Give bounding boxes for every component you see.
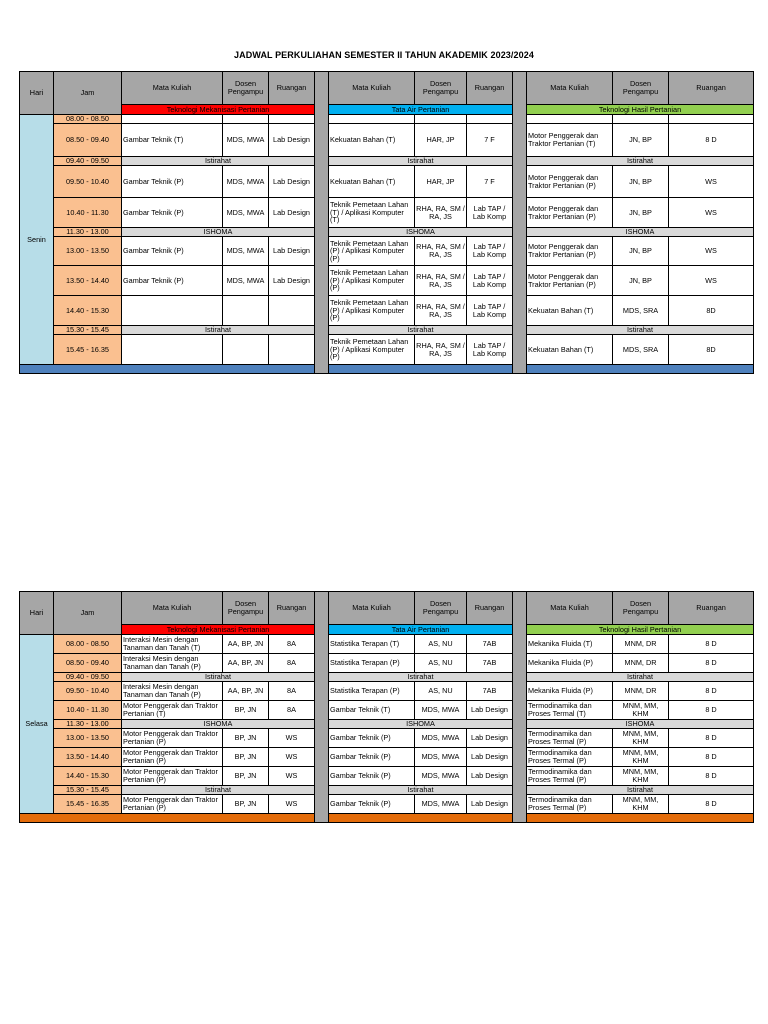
- time-slot: 14.40 - 15.30: [54, 296, 122, 326]
- course-name: Gambar Teknik (T): [329, 701, 415, 720]
- header-row: [20, 72, 754, 105]
- header-ruangan: Ruangan: [467, 72, 513, 105]
- header-dosen: Dosen Pengampu: [415, 592, 467, 625]
- room: Lab TAP / Lab Komp: [467, 266, 513, 296]
- header-hari: Hari: [20, 72, 54, 115]
- lecturer: [223, 115, 269, 124]
- lecturer: MNM, MM, KHM: [613, 701, 669, 720]
- time-slot: 15.45 - 16.35: [54, 795, 122, 814]
- time-slot: 08.00 - 08.50: [54, 635, 122, 654]
- lecturer: BP, JN: [223, 795, 269, 814]
- program-label: Teknologi Mekanisasi Pertanian: [122, 105, 315, 115]
- course-name: Termodinamika dan Proses Termal (P): [527, 748, 613, 767]
- break-label: Istirahat: [527, 326, 754, 335]
- course-name: Teknik Pemetaan Lahan (P) / Aplikasi Komputer (P): [329, 296, 415, 326]
- break-label: Istirahat: [527, 157, 754, 166]
- lecturer: AS, NU: [415, 682, 467, 701]
- lecturer: MNM, MM, KHM: [613, 767, 669, 786]
- lecturer: BP, JN: [223, 748, 269, 767]
- break-label: Istirahat: [329, 673, 513, 682]
- room: 8 D: [669, 635, 754, 654]
- time-slot: 10.40 - 11.30: [54, 701, 122, 720]
- course-name: Gambar Teknik (P): [329, 795, 415, 814]
- time-slot: 08.50 - 09.40: [54, 654, 122, 673]
- time-slot: 15.30 - 15.45: [54, 786, 122, 795]
- room: Lab Design: [269, 166, 315, 198]
- program-label: Teknologi Hasil Pertanian: [527, 625, 754, 635]
- course-name: Statistika Terapan (P): [329, 654, 415, 673]
- course-name: Motor Penggerak dan Traktor Pertanian (P): [527, 198, 613, 228]
- bottom-strip: [20, 365, 754, 374]
- room: Lab TAP / Lab Komp: [467, 198, 513, 228]
- strip-segment: [527, 365, 754, 374]
- time-slot-row: [20, 335, 754, 365]
- time-slot: 11.30 - 13.00: [54, 228, 122, 237]
- break-label: Istirahat: [122, 157, 315, 166]
- course-name: Interaksi Mesin dengan Tanaman dan Tanah (P): [122, 682, 223, 701]
- lecturer: JN, BP: [613, 198, 669, 228]
- course-name: Motor Penggerak dan Traktor Pertanian (P): [122, 767, 223, 786]
- header-jam: Jam: [54, 72, 122, 115]
- header-mata-kuliah: Mata Kuliah: [122, 72, 223, 105]
- course-name: Teknik Pemetaan Lahan (T) / Aplikasi Komputer (T): [329, 198, 415, 228]
- course-name: Gambar Teknik (P): [122, 198, 223, 228]
- spacer-column: [513, 592, 527, 823]
- program-label: Tata Air Pertanian: [329, 105, 513, 115]
- header-mata-kuliah: Mata Kuliah: [329, 592, 415, 625]
- course-name: [122, 335, 223, 365]
- course-name: Motor Penggerak dan Traktor Pertanian (P): [122, 748, 223, 767]
- break-label: Istirahat: [329, 157, 513, 166]
- header-hari: Hari: [20, 592, 54, 635]
- lecturer: AA, BP, JN: [223, 654, 269, 673]
- break-label: Istirahat: [527, 786, 754, 795]
- course-name: Motor Penggerak dan Traktor Pertanian (P): [527, 266, 613, 296]
- room: 8A: [269, 635, 315, 654]
- page-title: JADWAL PERKULIAHAN SEMESTER II TAHUN AKADEMIK 2023/2024: [234, 50, 534, 60]
- header-ruangan: Ruangan: [269, 592, 315, 625]
- header-ruangan: Ruangan: [269, 72, 315, 105]
- room: Lab Design: [269, 198, 315, 228]
- room: [269, 296, 315, 326]
- course-name: Kekuatan Bahan (T): [329, 166, 415, 198]
- lecturer: AA, BP, JN: [223, 682, 269, 701]
- lecturer: HAR, JP: [415, 166, 467, 198]
- time-slot: 08.50 - 09.40: [54, 124, 122, 157]
- course-name: Motor Penggerak dan Traktor Pertanian (P): [527, 166, 613, 198]
- day-name: Senin: [20, 115, 54, 365]
- program-label: Tata Air Pertanian: [329, 625, 513, 635]
- room: WS: [669, 237, 754, 266]
- course-name: Motor Penggerak dan Traktor Pertanian (P): [527, 237, 613, 266]
- break-label: ISHOMA: [122, 720, 315, 729]
- lecturer: [415, 115, 467, 124]
- time-slot-row: [20, 296, 754, 326]
- lecturer: [223, 335, 269, 365]
- course-name: Termodinamika dan Proses Termal (T): [527, 701, 613, 720]
- room: 8 D: [669, 654, 754, 673]
- course-name: Gambar Teknik (P): [329, 729, 415, 748]
- course-name: Gambar Teknik (P): [329, 767, 415, 786]
- time-slot-row: [20, 115, 754, 124]
- course-name: Interaksi Mesin dengan Tanaman dan Tanah (P): [122, 654, 223, 673]
- course-name: Teknik Pemetaan Lahan (P) / Aplikasi Komputer (P): [329, 335, 415, 365]
- time-slot: 13.50 - 14.40: [54, 748, 122, 767]
- room: 8A: [269, 654, 315, 673]
- time-slot-row: [20, 157, 754, 166]
- break-label: Istirahat: [527, 673, 754, 682]
- lecturer: MDS, MWA: [223, 237, 269, 266]
- course-name: [527, 115, 613, 124]
- room: Lab Design: [467, 767, 513, 786]
- room: Lab Design: [269, 237, 315, 266]
- break-label: ISHOMA: [329, 720, 513, 729]
- lecturer: RHA, RA, SM / RA, JS: [415, 266, 467, 296]
- room: 8A: [269, 701, 315, 720]
- lecturer: AA, BP, JN: [223, 635, 269, 654]
- lecturer: RHA, RA, SM / RA, JS: [415, 198, 467, 228]
- course-name: Motor Penggerak dan Traktor Pertanian (T): [122, 701, 223, 720]
- break-label: ISHOMA: [122, 228, 315, 237]
- room: [669, 115, 754, 124]
- lecturer: MNM, MM, KHM: [613, 729, 669, 748]
- header-jam: Jam: [54, 592, 122, 635]
- time-slot-row: [20, 786, 754, 795]
- program-label: Teknologi Mekanisasi Pertanian: [122, 625, 315, 635]
- break-label: Istirahat: [122, 786, 315, 795]
- room: [467, 115, 513, 124]
- header-dosen: Dosen Pengampu: [613, 72, 669, 105]
- course-name: Gambar Teknik (P): [122, 237, 223, 266]
- lecturer: MNM, DR: [613, 635, 669, 654]
- course-name: Teknik Pemetaan Lahan (P) / Aplikasi Komputer (P): [329, 237, 415, 266]
- course-name: Mekanika Fluida (P): [527, 654, 613, 673]
- lecturer: MDS, MWA: [415, 795, 467, 814]
- room: WS: [269, 767, 315, 786]
- course-name: Motor Penggerak dan Traktor Pertanian (T): [527, 124, 613, 157]
- strip-segment: [527, 814, 754, 823]
- header-dosen: Dosen Pengampu: [223, 72, 269, 105]
- spacer-column: [513, 72, 527, 374]
- header-dosen: Dosen Pengampu: [613, 592, 669, 625]
- lecturer: JN, BP: [613, 266, 669, 296]
- header-dosen: Dosen Pengampu: [415, 72, 467, 105]
- header-dosen: Dosen Pengampu: [223, 592, 269, 625]
- course-name: Kekuatan Bahan (T): [527, 296, 613, 326]
- lecturer: [613, 115, 669, 124]
- program-row: [20, 625, 754, 635]
- lecturer: MDS, SRA: [613, 335, 669, 365]
- lecturer: MDS, MWA: [415, 729, 467, 748]
- time-slot-row: [20, 673, 754, 682]
- lecturer: BP, JN: [223, 729, 269, 748]
- header-mata-kuliah: Mata Kuliah: [122, 592, 223, 625]
- lecturer: BP, JN: [223, 767, 269, 786]
- room: 7 F: [467, 124, 513, 157]
- course-name: Gambar Teknik (P): [122, 266, 223, 296]
- room: 8 D: [669, 701, 754, 720]
- room: Lab Design: [269, 124, 315, 157]
- lecturer: MNM, DR: [613, 682, 669, 701]
- time-slot-row: [20, 198, 754, 228]
- room: Lab Design: [467, 748, 513, 767]
- lecturer: MNM, MM, KHM: [613, 748, 669, 767]
- lecturer: JN, BP: [613, 237, 669, 266]
- header-mata-kuliah: Mata Kuliah: [527, 592, 613, 625]
- time-slot: 09.40 - 09.50: [54, 157, 122, 166]
- lecturer: MDS, MWA: [223, 198, 269, 228]
- course-name: Kekuatan Bahan (T): [527, 335, 613, 365]
- time-slot-row: [20, 266, 754, 296]
- course-name: Interaksi Mesin dengan Tanaman dan Tanah (T): [122, 635, 223, 654]
- room: WS: [669, 266, 754, 296]
- room: WS: [269, 748, 315, 767]
- break-label: Istirahat: [329, 326, 513, 335]
- room: 7AB: [467, 635, 513, 654]
- time-slot-row: [20, 654, 754, 673]
- room: Lab Design: [269, 266, 315, 296]
- schedule-table-selasa: [19, 591, 753, 823]
- course-name: Statistika Terapan (T): [329, 635, 415, 654]
- program-row: [20, 105, 754, 115]
- course-name: Teknik Pemetaan Lahan (P) / Aplikasi Komputer (P): [329, 266, 415, 296]
- lecturer: BP, JN: [223, 701, 269, 720]
- header-row: [20, 592, 754, 625]
- spacer-column: [315, 592, 329, 823]
- time-slot: 11.30 - 13.00: [54, 720, 122, 729]
- room: 8D: [669, 296, 754, 326]
- time-slot: 13.50 - 14.40: [54, 266, 122, 296]
- lecturer: MNM, DR: [613, 654, 669, 673]
- lecturer: MNM, MM, KHM: [613, 795, 669, 814]
- strip-segment: [20, 365, 315, 374]
- course-name: [122, 115, 223, 124]
- time-slot-row: [20, 237, 754, 266]
- time-slot-row: [20, 682, 754, 701]
- time-slot: 09.50 - 10.40: [54, 682, 122, 701]
- time-slot: 13.00 - 13.50: [54, 729, 122, 748]
- room: Lab TAP / Lab Komp: [467, 296, 513, 326]
- course-name: Kekuatan Bahan (T): [329, 124, 415, 157]
- lecturer: RHA, RA, SM / RA, JS: [415, 237, 467, 266]
- time-slot: 10.40 - 11.30: [54, 198, 122, 228]
- header-ruangan: Ruangan: [669, 592, 754, 625]
- time-slot-row: [20, 729, 754, 748]
- break-label: ISHOMA: [329, 228, 513, 237]
- room: Lab TAP / Lab Komp: [467, 335, 513, 365]
- break-label: Istirahat: [122, 673, 315, 682]
- room: [269, 335, 315, 365]
- course-name: Termodinamika dan Proses Termal (P): [527, 795, 613, 814]
- time-slot-row: [20, 767, 754, 786]
- lecturer: MDS, MWA: [223, 124, 269, 157]
- break-label: ISHOMA: [527, 228, 754, 237]
- lecturer: MDS, SRA: [613, 296, 669, 326]
- room: Lab Design: [467, 729, 513, 748]
- schedule-table-senin: [19, 71, 753, 374]
- program-label: Teknologi Hasil Pertanian: [527, 105, 754, 115]
- course-name: Mekanika Fluida (T): [527, 635, 613, 654]
- room: Lab TAP / Lab Komp: [467, 237, 513, 266]
- course-name: Motor Penggerak dan Traktor Pertanian (P): [122, 795, 223, 814]
- lecturer: MDS, MWA: [223, 166, 269, 198]
- spacer-column: [315, 72, 329, 374]
- time-slot-row: [20, 795, 754, 814]
- lecturer: HAR, JP: [415, 124, 467, 157]
- room: 8 D: [669, 124, 754, 157]
- time-slot: 13.00 - 13.50: [54, 237, 122, 266]
- break-label: ISHOMA: [527, 720, 754, 729]
- header-mata-kuliah: Mata Kuliah: [527, 72, 613, 105]
- strip-segment: [329, 365, 513, 374]
- room: 8 D: [669, 795, 754, 814]
- room: WS: [669, 166, 754, 198]
- room: 8D: [669, 335, 754, 365]
- room: WS: [269, 729, 315, 748]
- day-name: Selasa: [20, 635, 54, 814]
- room: 7AB: [467, 654, 513, 673]
- time-slot: 15.30 - 15.45: [54, 326, 122, 335]
- lecturer: MDS, MWA: [415, 767, 467, 786]
- time-slot-row: [20, 166, 754, 198]
- lecturer: MDS, MWA: [223, 266, 269, 296]
- course-name: Termodinamika dan Proses Termal (P): [527, 729, 613, 748]
- room: Lab Design: [467, 795, 513, 814]
- room: 7AB: [467, 682, 513, 701]
- time-slot-row: [20, 720, 754, 729]
- lecturer: MDS, MWA: [415, 748, 467, 767]
- room: 8A: [269, 682, 315, 701]
- header-ruangan: Ruangan: [669, 72, 754, 105]
- header-mata-kuliah: Mata Kuliah: [329, 72, 415, 105]
- lecturer: AS, NU: [415, 654, 467, 673]
- lecturer: MDS, MWA: [415, 701, 467, 720]
- time-slot: 08.00 - 08.50: [54, 115, 122, 124]
- room: 7 F: [467, 166, 513, 198]
- time-slot-row: [20, 635, 754, 654]
- time-slot-row: [20, 326, 754, 335]
- time-slot: 15.45 - 16.35: [54, 335, 122, 365]
- course-name: [329, 115, 415, 124]
- room: WS: [269, 795, 315, 814]
- schedule-grid: [19, 591, 754, 823]
- course-name: Gambar Teknik (P): [122, 166, 223, 198]
- time-slot: 09.50 - 10.40: [54, 166, 122, 198]
- course-name: Statistika Terapan (P): [329, 682, 415, 701]
- course-name: [122, 296, 223, 326]
- room: Lab Design: [467, 701, 513, 720]
- bottom-strip: [20, 814, 754, 823]
- room: 8 D: [669, 729, 754, 748]
- course-name: Motor Penggerak dan Traktor Pertanian (P): [122, 729, 223, 748]
- course-name: Termodinamika dan Proses Termal (P): [527, 767, 613, 786]
- room: [269, 115, 315, 124]
- time-slot-row: [20, 701, 754, 720]
- lecturer: RHA, RA, SM / RA, JS: [415, 335, 467, 365]
- lecturer: AS, NU: [415, 635, 467, 654]
- room: 8 D: [669, 748, 754, 767]
- course-name: Gambar Teknik (T): [122, 124, 223, 157]
- lecturer: JN, BP: [613, 124, 669, 157]
- strip-segment: [329, 814, 513, 823]
- lecturer: [223, 296, 269, 326]
- header-ruangan: Ruangan: [467, 592, 513, 625]
- lecturer: JN, BP: [613, 166, 669, 198]
- room: WS: [669, 198, 754, 228]
- break-label: Istirahat: [329, 786, 513, 795]
- time-slot: 09.40 - 09.50: [54, 673, 122, 682]
- break-label: Istirahat: [122, 326, 315, 335]
- time-slot-row: [20, 748, 754, 767]
- room: 8 D: [669, 767, 754, 786]
- course-name: Mekanika Fluida (P): [527, 682, 613, 701]
- course-name: Gambar Teknik (P): [329, 748, 415, 767]
- time-slot-row: [20, 228, 754, 237]
- strip-segment: [20, 814, 315, 823]
- time-slot: 14.40 - 15.30: [54, 767, 122, 786]
- lecturer: RHA, RA, SM / RA, JS: [415, 296, 467, 326]
- time-slot-row: [20, 124, 754, 157]
- room: 8 D: [669, 682, 754, 701]
- schedule-grid: [19, 71, 754, 374]
